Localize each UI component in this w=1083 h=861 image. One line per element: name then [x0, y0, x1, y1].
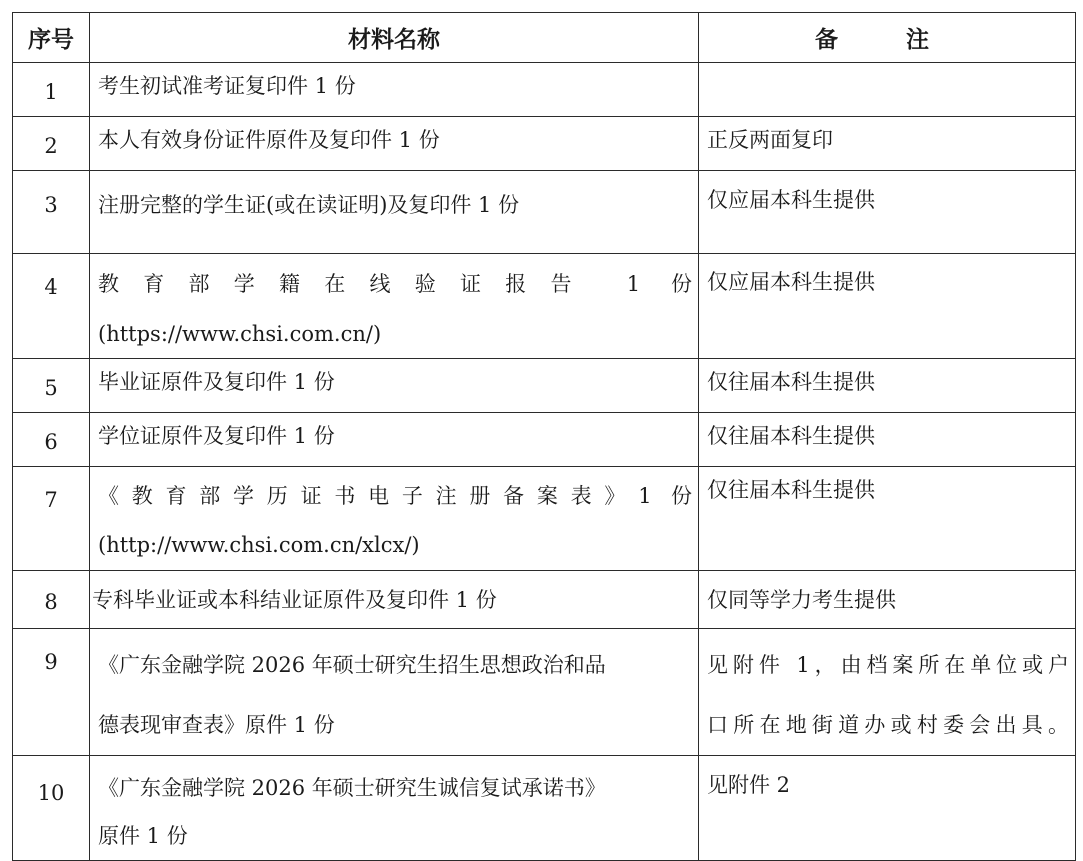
material-name-line: 教育部学籍在线验证报告 1 份 — [98, 272, 692, 296]
row-number-text: 8 — [44, 590, 58, 614]
material-name-line: 专科毕业证或本科结业证原件及复印件 1 份 — [92, 588, 497, 612]
row-number — [13, 629, 90, 756]
material-note-line: 见附件 2 — [707, 773, 791, 797]
material-name — [90, 467, 699, 571]
table-row — [13, 254, 1076, 359]
material-name — [90, 117, 699, 171]
row-number-text: 3 — [44, 193, 58, 217]
row-number — [13, 171, 90, 254]
material-name-line-2: 德表现审查表》原件 1 份 — [98, 713, 335, 737]
material-note-line: 正反两面复印 — [707, 128, 833, 152]
table-row — [13, 467, 1076, 571]
material-note-line: 见附件 1，由档案所在单位或户 — [707, 653, 1069, 677]
material-note — [699, 413, 1076, 467]
material-note-line: 仅往届本科生提供 — [707, 478, 875, 502]
materials-table — [12, 12, 1076, 861]
material-name — [90, 756, 699, 861]
row-number: 2 — [13, 117, 90, 171]
table-row — [13, 629, 1076, 756]
material-name-line: 考生初试准考证复印件 1 份 — [98, 74, 356, 98]
row-number-text: 9 — [44, 650, 58, 674]
material-note — [699, 359, 1076, 413]
row-number — [13, 254, 90, 359]
table-row — [13, 359, 1076, 413]
material-note-line: 仅应届本科生提供 — [707, 188, 875, 212]
material-note — [699, 629, 1076, 756]
material-name-line: 《广东金融学院 2026 年硕士研究生招生思想政治和品 — [98, 653, 606, 677]
material-name — [90, 413, 699, 467]
material-note — [699, 571, 1076, 629]
material-name-line-2: (https://www.chsi.com.cn/) — [98, 322, 382, 346]
material-note-line: 仅同等学力考生提供 — [707, 588, 896, 612]
row-number — [13, 467, 90, 571]
material-name-line-2: (http://www.chsi.com.cn/xlcx/) — [98, 533, 420, 557]
material-name-line: 《教育部学历证书电子注册备案表》1 份 — [98, 484, 692, 508]
table-row — [13, 117, 1076, 171]
row-number: 5 — [13, 359, 90, 413]
material-note — [699, 254, 1076, 359]
row-number-text: 10 — [37, 781, 65, 805]
material-name — [90, 63, 699, 117]
material-name-line-2: 原件 1 份 — [98, 824, 188, 848]
material-note — [699, 171, 1076, 254]
table-row — [13, 571, 1076, 629]
material-note-line: 仅应届本科生提供 — [707, 270, 875, 294]
row-number: 6 — [13, 413, 90, 467]
table-row — [13, 63, 1076, 117]
row-number-text: 7 — [44, 488, 58, 512]
material-name — [90, 629, 699, 756]
material-note-line: 仅往届本科生提供 — [707, 424, 875, 448]
header-name: 材料名称 — [90, 13, 699, 63]
material-name — [90, 571, 699, 629]
table-row — [13, 413, 1076, 467]
table-header-row — [13, 13, 1076, 63]
material-name-line: 毕业证原件及复印件 1 份 — [98, 370, 335, 394]
material-name — [90, 254, 699, 359]
material-note — [699, 63, 1076, 117]
row-number-text: 4 — [44, 275, 58, 299]
material-name-line: 《广东金融学院 2026 年硕士研究生诚信复试承诺书》 — [98, 776, 606, 800]
material-name-line: 本人有效身份证件原件及复印件 1 份 — [98, 128, 440, 152]
header-note: 备 注 — [699, 13, 1076, 63]
table-row — [13, 756, 1076, 861]
material-name-line: 注册完整的学生证(或在读证明)及复印件 1 份 — [98, 193, 520, 217]
material-note-line: 仅往届本科生提供 — [707, 370, 875, 394]
row-number: 1 — [13, 63, 90, 117]
material-note — [699, 117, 1076, 171]
material-note — [699, 467, 1076, 571]
material-name — [90, 359, 699, 413]
table-row — [13, 171, 1076, 254]
row-number — [13, 571, 90, 629]
material-name — [90, 171, 699, 254]
row-number — [13, 756, 90, 861]
material-note-line-2: 口所在地街道办或村委会出具。 — [707, 713, 1069, 737]
material-note — [699, 756, 1076, 861]
material-name-line: 学位证原件及复印件 1 份 — [98, 424, 335, 448]
header-no: 序号 — [13, 13, 90, 63]
